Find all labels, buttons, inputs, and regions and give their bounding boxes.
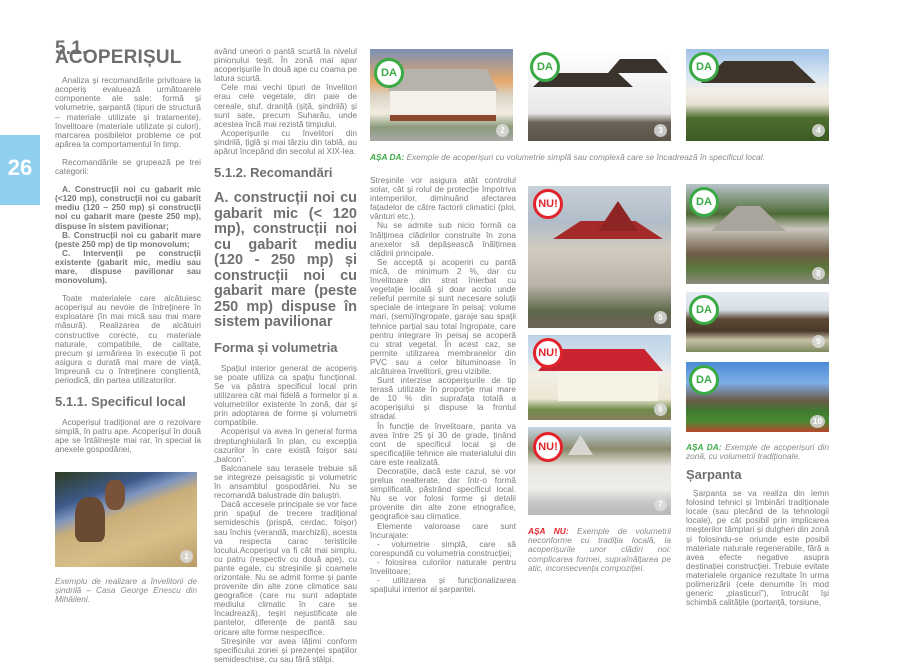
da-badge: DA — [689, 52, 719, 82]
shingle-roofs-paragraph: Acoperișurile cu învelitori din șindrilă, țiglă și mai târziu din tablă, au apărut începând din secolul al XIX-lea. — [214, 127, 357, 157]
caption-text: Exemple de acoperișuri cu volumetrie simplă sau complexă care se încadrează în specificul local. — [406, 152, 765, 162]
caption-label: AȘA DA: — [370, 152, 405, 162]
house-facade — [558, 371, 658, 401]
local-paragraph: Acoperișul tradițional are o rezolvare simplă, în patru ape. Acoperișul în două ape se întâlnește mai rar, în special la anexele gospodăriei, — [55, 417, 201, 455]
column-1 — [55, 38, 201, 455]
roof-shape — [388, 69, 498, 91]
caption-text: Exemple de volumetrii neconforme cu tradiția locală, la acoperișurile unor clădiri noi: complicarea formei, supraînălțarea pe atic, inconsecvența compoziției. — [528, 526, 672, 573]
category-c: C. Intervenții pe construcții existente (gabarit mic, mediu sau mare, dispuse pavilionar sau monovolum). — [55, 247, 201, 286]
top-photos-caption — [370, 153, 830, 162]
photo-nu-5 — [528, 186, 671, 328]
da-badge: DA — [530, 52, 560, 82]
sarpanta-paragraph: Șarpanta se va realiza din lemn folosind tehnici și îmbinări tradiționale locale (sau plecând de la tehnologii locale), pe cât posibil prin implicarea meșterilor tâmplari și dulgheri din zonă și folosindu-se oriunde este posibil materiale naturale regenerabile, fără a avea efecte negative asupra destinației construcției. Trebuie evitate materialele organice rezultate în urma polimerizării (cele denumite în mod generic „plasticuri”), întrucât își schimbă calitățile (portanță, torsiune, — [686, 488, 829, 608]
subsection-title-recommendations: 5.1.2. Recomandări — [214, 165, 333, 181]
ornate-gable — [568, 435, 593, 455]
low-slope-paragraph: Se acceptă și acoperiri cu pantă mică, de minimum 2 %, dar cu învelitoare din strat înierbat cu vegetație locală și doar acolo unde relieful permite și sunt necesare soluții speciale de integrare în peisaj: volume mari, (semi)îngropate, garaje sau spații tehnice parțial sau total îngropate, care pentru integrare în peisaj se acoperă cu strat vegetal. În acest caz, se permite utilizarea membranelor din PVC sau a celor bituminoase în alcătuirea învelitorii, greu vizibile. — [370, 256, 516, 376]
slope-paragraph: În funcție de învelitoare, panta va avea între 25 și 30 de grade, ținând cont de specificul local și de specificațiile tehnice ale materialului din care este realizată. — [370, 420, 516, 467]
intro-paragraph: Analiza și recomandările privitoare la acoperiș evaluează următoarele componente ale sale: formă și volumetrie, șarpantă (tipuri de structură – materiale utilizate și tratamente), învelitoare (materiale utilizate și culori), marcarea posibilelor probleme ce pot apărea la comportamentul în timp. — [55, 75, 201, 149]
photo-number: 7 — [654, 498, 667, 511]
da-badge: DA — [689, 365, 719, 395]
form-paragraph-5: Streșinile vor avea lățimi conform specificului zonei și prezenței spațiilor semideschise, cu sau fără stâlpi. — [214, 635, 357, 664]
photo-number: 10 — [810, 415, 825, 428]
eaves-paragraph: Streșinile vor asigura atât controlul solar, cât și rolul de protecție împotriva intemperiilor, diminuând afectarea fațadelor de către factorii climatici (ploi, vânturi etc.). — [370, 175, 516, 222]
da-photos-caption — [686, 443, 829, 461]
caption-label: AȘA NU: — [528, 526, 569, 536]
red-roof-gable — [598, 201, 638, 231]
category-a: A. Construcții noi cu gabarit mic (<120 mp), construcții noi cu gabarit mediu (120 – 250 mp) și construcții noi cu gabarit mare (peste 250 mp), dispuse în sistem pavilionar; — [55, 184, 201, 231]
form-paragraph-2: Acoperișul va avea în general forma dreptunghiulară în plan, cu excepția cazurilor în care există foișor sau „balcon”. — [214, 426, 357, 464]
column-3 — [370, 176, 516, 594]
column-2 — [214, 47, 357, 664]
photo-da-9 — [686, 292, 829, 352]
nu-photos-caption — [528, 527, 671, 573]
encouraged-elements-intro: Elemente valoroase care sunt încurajate: — [370, 520, 516, 540]
form-paragraph-4: Dacă accesele principale se vor face prin spațiul de trecere tradițional semideschis (prispă, cerdac, foișor) sau închis (verandă, marchiză), acesta va respecta carac teristicile locului.Acoperișul va fi cât mai simplu, cu patru (respectiv cu două ape), cu pante egale, cu streșinile și coamele orizontale. Nu se admit forme și pante provenite din alte zone climatice sau geografice (care nu sunt adaptate mediului climatic în care se încadrează), teșiri nejustificate ale pantelor, diferențe de pantă sau oricare alte forme nespecifice. — [214, 499, 357, 637]
nu-badge: NU! — [533, 189, 563, 219]
roof-shape — [711, 206, 786, 231]
da-badge: DA — [374, 58, 404, 88]
caption-label: AȘA DA: — [686, 442, 722, 452]
photo-da-4 — [686, 49, 829, 141]
photo-number: 2 — [496, 124, 509, 137]
category-b: B. Construcții noi cu gabarit mare (peste 250 mp) de tip monovolum; — [55, 229, 201, 249]
sarpanta-heading: Șarpanta — [686, 467, 742, 482]
decorations-paragraph: Decorațiile, dacă este cazul, se vor prelua nealterate, dar într-o formă simplificată, păstrând specificul local. Nu se vor folosi forme și detalii provenite din alte zone etnografice, geografice sau climatice. — [370, 466, 516, 522]
photo-shingle-roof — [55, 472, 197, 567]
photo-number: 4 — [812, 124, 825, 137]
form-volume-heading: Forma și volumetria — [214, 339, 338, 355]
category-a-heading: A. construcții noi cu gabarit mic (< 120 mp), construcții noi cu gabarit mediu (120 - 250 mp) și construcții noi cu gabarit mare (peste 250 mp) dispuse în sistem pavilionar — [214, 190, 357, 331]
encouraged-item-3: - utilizarea și funcționalizarea spațiului interior al șarpantei. — [370, 575, 516, 595]
house-facade — [390, 91, 496, 121]
worker-figure — [75, 497, 105, 542]
photo-number: 9 — [812, 335, 825, 348]
column-4 — [686, 467, 829, 608]
materials-paragraph: Toate materialele care alcătuiesc acoperișul au nevoie de întreținere în exploatare (în mai mică sau mai mare măsură). Realizarea de alcătuiri constructive corecte, cu materiale naturale, compatibile, de calitate, precum și urmărirea în execuție îi pot asigura o durată mai mare de viață, împreună cu o întreținere conștientă, periodică, din partea utilizatorilor. — [55, 293, 201, 385]
photo-number: 3 — [654, 124, 667, 137]
photo-number: 5 — [654, 311, 667, 324]
terrace-paragraph: Sunt interzise acoperișurile de tip terasă utilizate în proporție mai mare de 10 % din suprafața totală a acoperișului și dispuse la frontul stradal. — [370, 375, 516, 422]
photo-da-8 — [686, 184, 829, 284]
vegetal-roofs-paragraph: Cele mai vechi tipuri de învelitori erau cele vegetale, din paie de cereale, stuf, draniță (șiță, șindrilă) și sunt sate, precum Suharău, unde acestea încă mai rezistă timpului. — [214, 82, 357, 129]
form-paragraph-1: Spațiul interior generat de acoperiș se poate utiliza ca spațiu funcțional. Se va păstra specificul local prin utilizarea cât mai fidelă a formelor și a volumetriilor existente în zonă, dar și prin adoptarea de forme și volumetrii compatibile. — [214, 362, 357, 428]
da-badge: DA — [689, 187, 719, 217]
nu-badge: NU! — [533, 432, 563, 462]
page-number: 26 — [7, 155, 33, 180]
photo-number: 6 — [654, 403, 667, 416]
photo-number: 1 — [180, 550, 193, 563]
photo-da-10 — [686, 362, 829, 432]
photo-nu-6 — [528, 335, 671, 420]
photo-1-caption: Exemplu de realizare a învelitorii de șindrilă – Casa George Enescu din Mihăileni. — [55, 576, 197, 605]
height-paragraph: Nu se admite sub nicio formă ca înălțimea clădirilor construite în zona anexelor să depășească înălțimea clădirii principale. — [370, 220, 516, 258]
subsection-title-local: 5.1.1. Specificul local — [55, 394, 186, 410]
encouraged-item-1: - volumetrie simplă, care să corespundă cu volumetria construcției; — [370, 538, 516, 558]
encouraged-item-2: - folosirea culorilor naturale pentru învelitoare; — [370, 556, 516, 577]
photo-da-2 — [370, 49, 513, 141]
continued-paragraph: având uneori o pantă scurtă la nivelul pinionului teșit. În zonă mai apar acoperișurile în două ape cu coama pe latura scurtă. — [214, 46, 357, 84]
caption-text: Exemple de acoperișuri din zonă, cu volumetrii tradiționale. — [686, 442, 829, 462]
photo-da-3 — [528, 49, 671, 141]
photo-nu-7 — [528, 427, 671, 515]
worker-figure — [105, 480, 125, 510]
section-title: 5.1. ACOPERIȘUL — [55, 38, 182, 69]
roof-shape — [608, 59, 668, 73]
form-paragraph-3: Balcoanele sau terasele trebuie să se integreze peisagistic și volumetric în ansamblul gospodăriei. Nu se recomandă balustrade din baluștri. — [214, 462, 357, 501]
photo-number: 8 — [812, 267, 825, 280]
nu-badge: NU! — [533, 338, 563, 368]
da-badge: DA — [689, 295, 719, 325]
groups-intro: Recomandările se grupează pe trei categorii: — [55, 156, 201, 177]
